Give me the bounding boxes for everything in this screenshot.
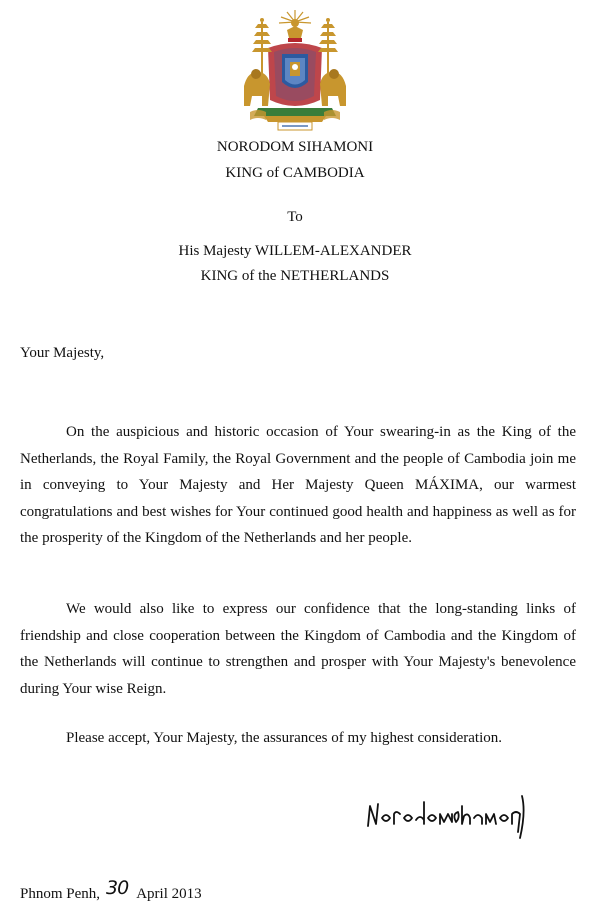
closing-line: Please accept, Your Majesty, the assurances of my highest consideration. bbox=[66, 730, 503, 746]
royal-arms-of-cambodia-icon bbox=[238, 8, 352, 132]
handwritten-day: 30 bbox=[106, 877, 129, 899]
sender-title: KING of CAMBODIA bbox=[225, 165, 365, 181]
recipient-title: KING of the NETHERLANDS bbox=[200, 268, 390, 284]
place-date-line bbox=[20, 877, 202, 904]
letter-paragraph: On the auspicious and historic occasion of Your swearing-in as the King of the Netherlands, the Royal Family, the Royal Government and the people of Cambodia join me in conveying to Your Majesty and Her Majesty Queen MÁXIMA, our warmest congratulations and best wishes for Your continued good health and happiness as well as for the prosperity of the Kingdom of the Netherlands and her people. bbox=[20, 424, 576, 546]
month-year: April 2013 bbox=[136, 886, 202, 902]
letter-paragraph: We would also like to express our confidence that the long-standing links of friendship and close cooperation between the Kingdom of Cambodia and the Kingdom of the Netherlands will continue to strengthen and prosper with Your Majesty's benevolence during Your wise Reign. bbox=[20, 601, 576, 697]
salutation: Your Majesty, bbox=[20, 345, 105, 361]
sender-name: NORODOM SIHAMONI bbox=[216, 139, 374, 155]
recipient-name: His Majesty WILLEM-ALEXANDER bbox=[178, 243, 412, 259]
to-label: To bbox=[287, 209, 303, 225]
handwritten-signature-icon bbox=[362, 792, 530, 842]
place-label: Phnom Penh, bbox=[20, 886, 101, 902]
